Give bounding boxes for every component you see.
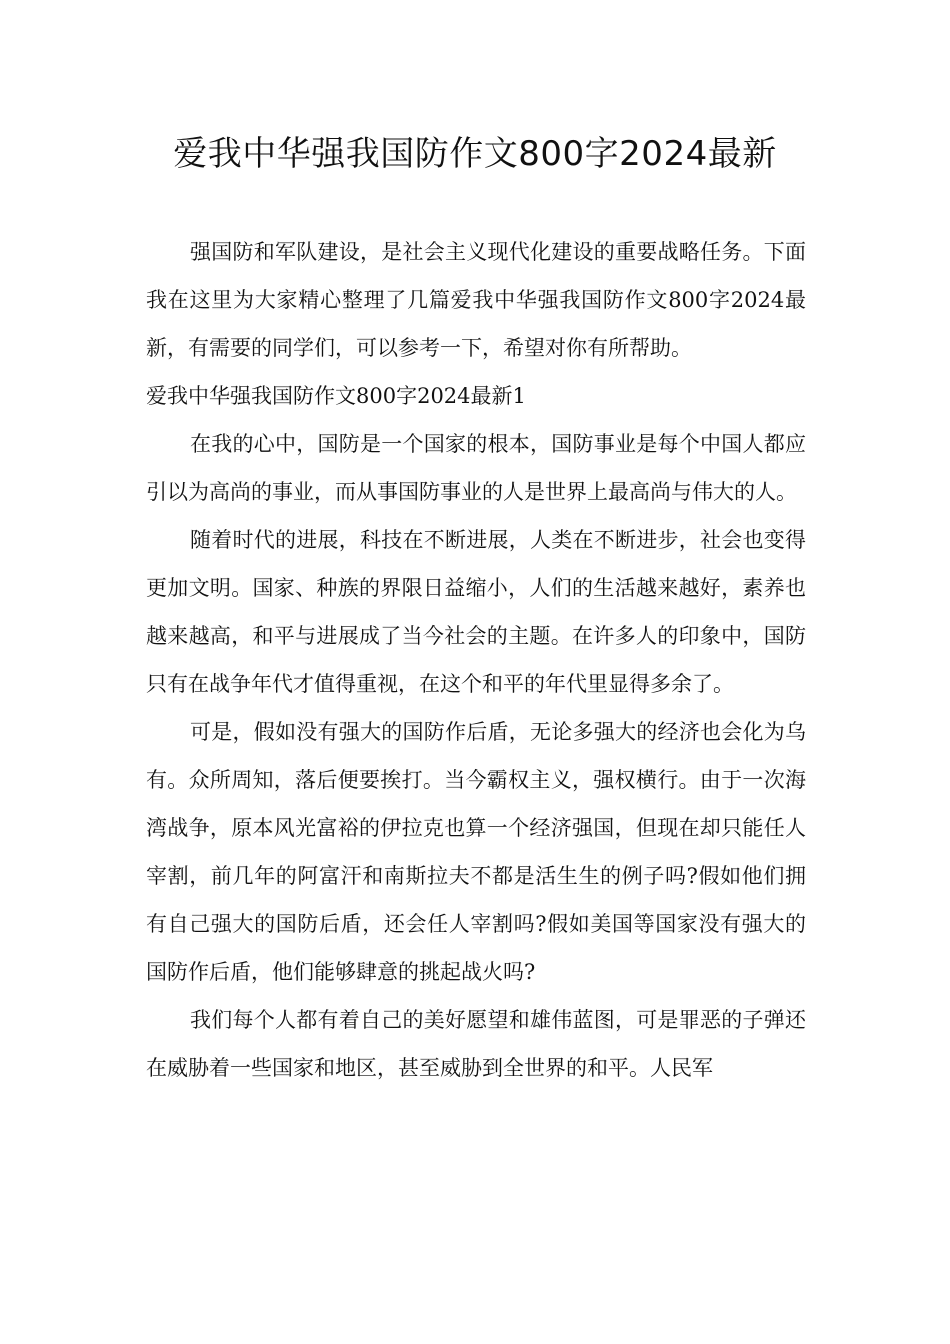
paragraph-1: 在我的心中，国防是一个国家的根本，国防事业是每个中国人都应引以为高尚的事业，而从事国防事业的人是世界上最高尚与伟大的人。: [146, 432, 806, 504]
paragraph-intro: 强国防和军队建设，是社会主义现代化建设的重要战略任务。下面我在这里为大家精心整理了几篇爱我中华强我国防作文800字2024最新，有需要的同学们，可以参考一下，希望对你有所帮助。: [146, 240, 806, 360]
paragraph-4: 我们每个人都有着自己的美好愿望和雄伟蓝图，可是罪恶的子弹还在威胁着一些国家和地区，甚至威胁到全世界的和平。人民军: [146, 1008, 806, 1080]
paragraph-3: 可是，假如没有强大的国防作后盾，无论多强大的经济也会化为乌有。众所周知，落后便要挨打。当今霸权主义，强权横行。由于一次海湾战争，原本风光富裕的伊拉克也算一个经济强国，但现在却只能任人宰割，前几年的阿富汗和南斯拉夫不都是活生生的例子吗?假如他们拥有自己强大的国防后盾，还会任人宰割吗?假如美国等国家没有强大的国防作后盾，他们能够肆意的挑起战火吗?: [146, 720, 806, 984]
paragraph-2: 随着时代的进展，科技在不断进展，人类在不断进步，社会也变得更加文明。国家、种族的界限日益缩小，人们的生活越来越好，素养也越来越高，和平与进展成了当今社会的主题。在许多人的印象中，国防只有在战争年代才值得重视，在这个和平的年代里显得多余了。: [146, 528, 806, 696]
document-title: 爱我中华强我国防作文800字2024最新: [173, 134, 777, 174]
section-heading: 爱我中华强我国防作文800字2024最新1: [146, 384, 526, 408]
document-body: [146, 228, 806, 1092]
